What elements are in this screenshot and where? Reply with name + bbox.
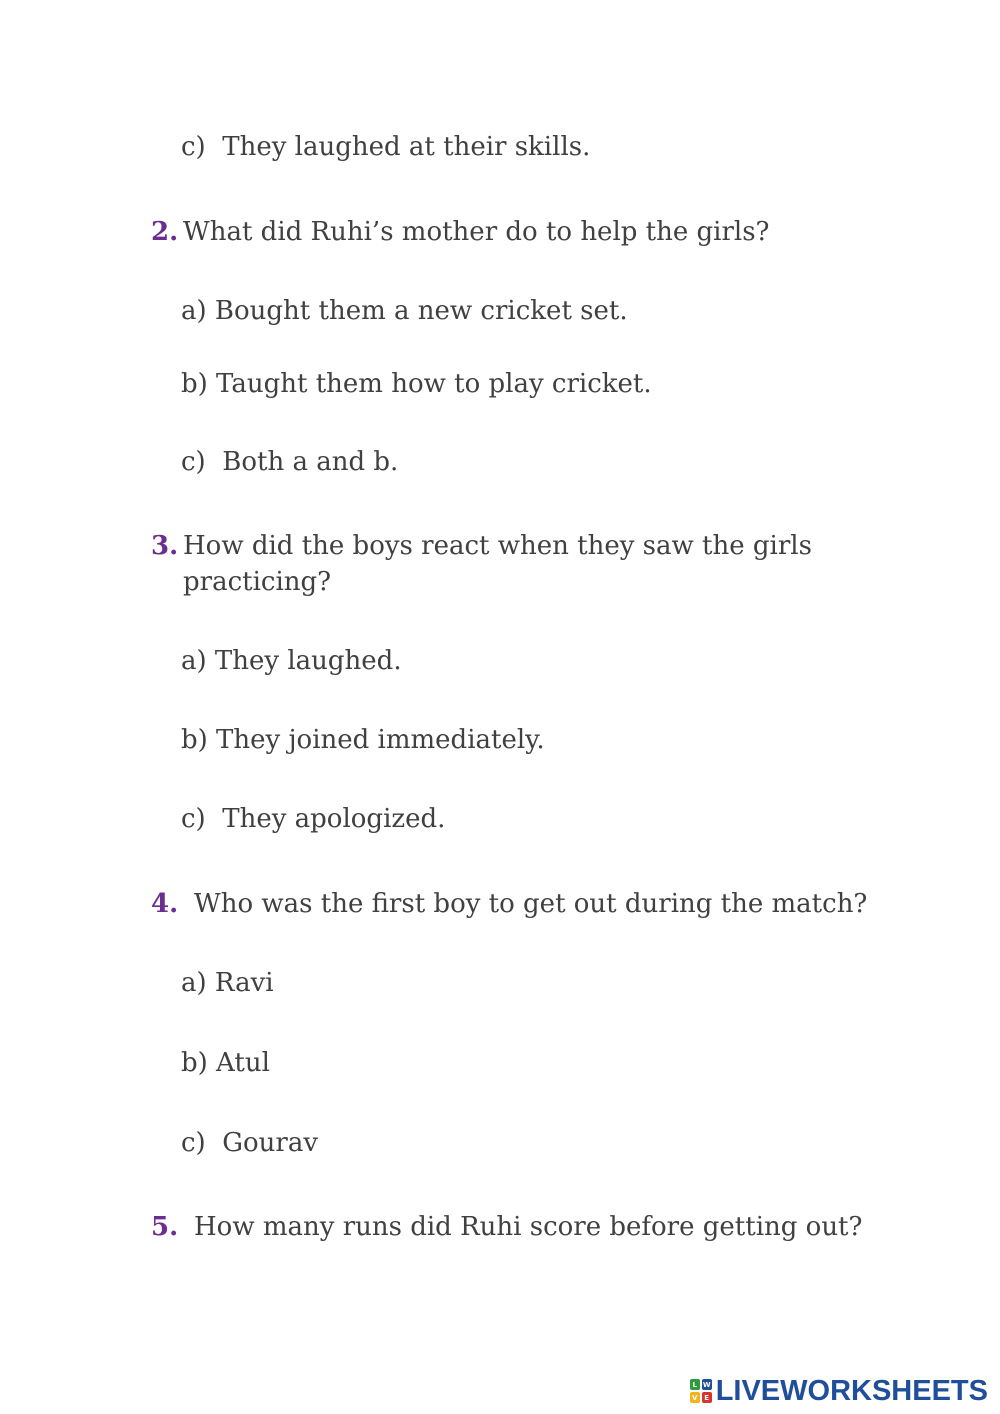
q4-option-c[interactable]: c) Gourav: [181, 1128, 319, 1158]
q3-option-b[interactable]: b) They joined immediately.: [181, 725, 545, 755]
q3-option-c[interactable]: c) They apologized.: [181, 804, 446, 834]
logo-tile-w: W: [702, 1380, 711, 1389]
q3-text-line2: practicing?: [183, 567, 332, 597]
logo-tile-l: L: [690, 1379, 700, 1390]
q2-option-c[interactable]: c) Both a and b.: [181, 447, 399, 477]
q2-text: What did Ruhi’s mother do to help the girls?: [183, 217, 770, 247]
logo-text: LIVEWORKSHEETS: [715, 1374, 988, 1407]
q5-number: 5.: [151, 1212, 179, 1242]
logo-grid-icon: [690, 1379, 712, 1403]
q4-number: 4.: [151, 889, 179, 919]
q3-option-a[interactable]: a) They laughed.: [181, 646, 402, 676]
logo-tile-v: V: [690, 1392, 700, 1403]
q3-number: 3.: [151, 531, 179, 561]
logo-tile-e: E: [702, 1392, 712, 1403]
liveworksheets-logo: [690, 1374, 988, 1408]
q2-number: 2.: [151, 217, 179, 247]
q4-option-a[interactable]: a) Ravi: [181, 968, 274, 998]
q4-text: Who was the first boy to get out during the match?: [194, 889, 868, 919]
q1-option-c[interactable]: c) They laughed at their skills.: [181, 132, 591, 162]
q2-option-a[interactable]: a) Bought them a new cricket set.: [181, 296, 628, 326]
q5-text: How many runs did Ruhi score before getting out?: [194, 1212, 863, 1242]
q2-option-b[interactable]: b) Taught them how to play cricket.: [181, 369, 652, 399]
q3-text-line1: How did the boys react when they saw the girls: [183, 531, 812, 561]
q4-option-b[interactable]: b) Atul: [181, 1048, 270, 1078]
